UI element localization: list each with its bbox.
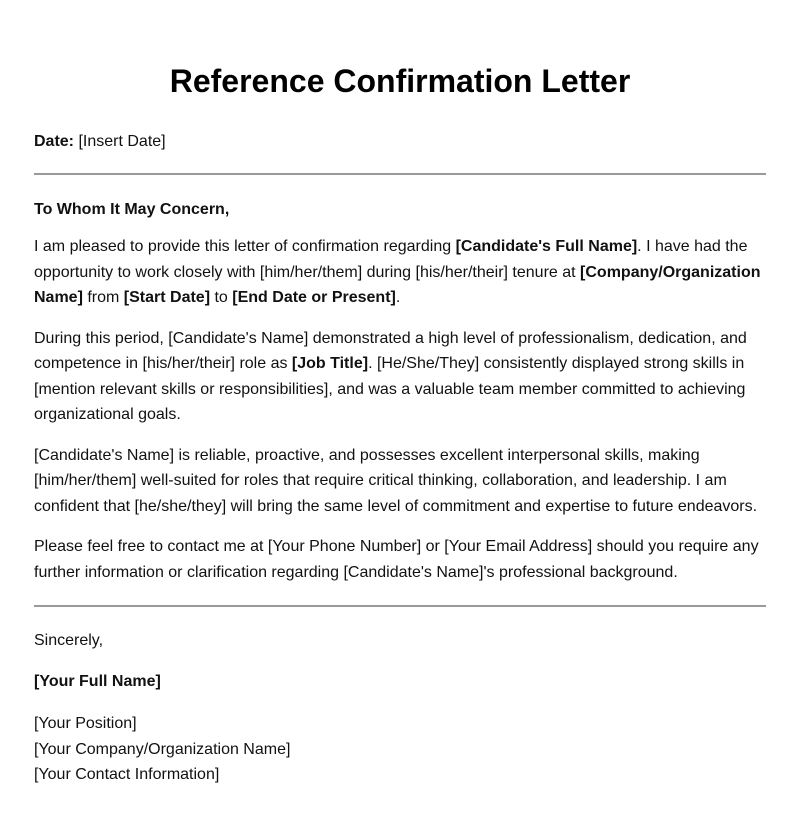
- closing: Sincerely,: [34, 632, 104, 649]
- paragraph-text: .: [395, 289, 401, 306]
- body-paragraph: [34, 443, 766, 520]
- signer-details: [34, 711, 766, 788]
- paragraph-text: from: [82, 289, 124, 306]
- signer-organization: [Your Company/Organization Name]: [34, 740, 291, 758]
- signer-contact: [Your Contact Information]: [34, 766, 220, 783]
- paragraph-text: During this period, [Candidate's Name] demonstrated a high level of professionalism, dedication, and competence in [his/her/their] role as: [34, 329, 747, 372]
- salutation: To Whom It May Concern,: [34, 201, 230, 218]
- letter-title: Reference Confirmation Letter: [169, 63, 631, 99]
- body-paragraph: [34, 234, 766, 311]
- paragraph-text: Please feel free to contact me at [Your Phone Number] or [Your Email Address] should you require any further information or clarification regarding [Candidate's Name]'s professional background.: [34, 538, 759, 581]
- paragraph-text: [Candidate's Name] is reliable, proactive, and possesses excellent interpersonal skills, making [him/her/them] well-suited for roles that require critical thinking, collaboration, and leadership. I am confident that [he/she/they] will bring the same level of commitment and expertise to future endeavors.: [34, 446, 758, 515]
- paragraph-text: . I have had the opportunity to work closely with [him/her/them] during [his/her/their] tenure at: [34, 238, 748, 281]
- bold-placeholder: [Job Title]: [291, 355, 369, 372]
- date-label: Date:: [34, 133, 75, 150]
- bold-placeholder: [Company/Organization Name]: [34, 263, 761, 306]
- paragraph-text: I am pleased to provide this letter of confirmation regarding: [34, 238, 456, 255]
- date-value: [Insert Date]: [78, 133, 166, 150]
- bold-placeholder: [End Date or Present]: [232, 289, 396, 306]
- paragraph-text: . [He/She/They] consistently displayed strong skills in [mention relevant skills or responsibilities], and was a valuable team member committed to achieving organizational goals.: [34, 355, 746, 423]
- body-paragraph: [34, 534, 766, 585]
- letter-body: [34, 234, 766, 585]
- date-line: [34, 132, 766, 152]
- bold-placeholder: [Candidate's Full Name]: [455, 238, 638, 255]
- top-divider: [34, 173, 766, 175]
- signer-name: [Your Full Name]: [34, 673, 161, 690]
- paragraph-text: to: [210, 289, 233, 306]
- signer-position: [Your Position]: [34, 715, 137, 732]
- bold-placeholder: [Start Date]: [123, 289, 211, 306]
- bottom-divider: [34, 605, 766, 607]
- body-paragraph: [34, 326, 766, 428]
